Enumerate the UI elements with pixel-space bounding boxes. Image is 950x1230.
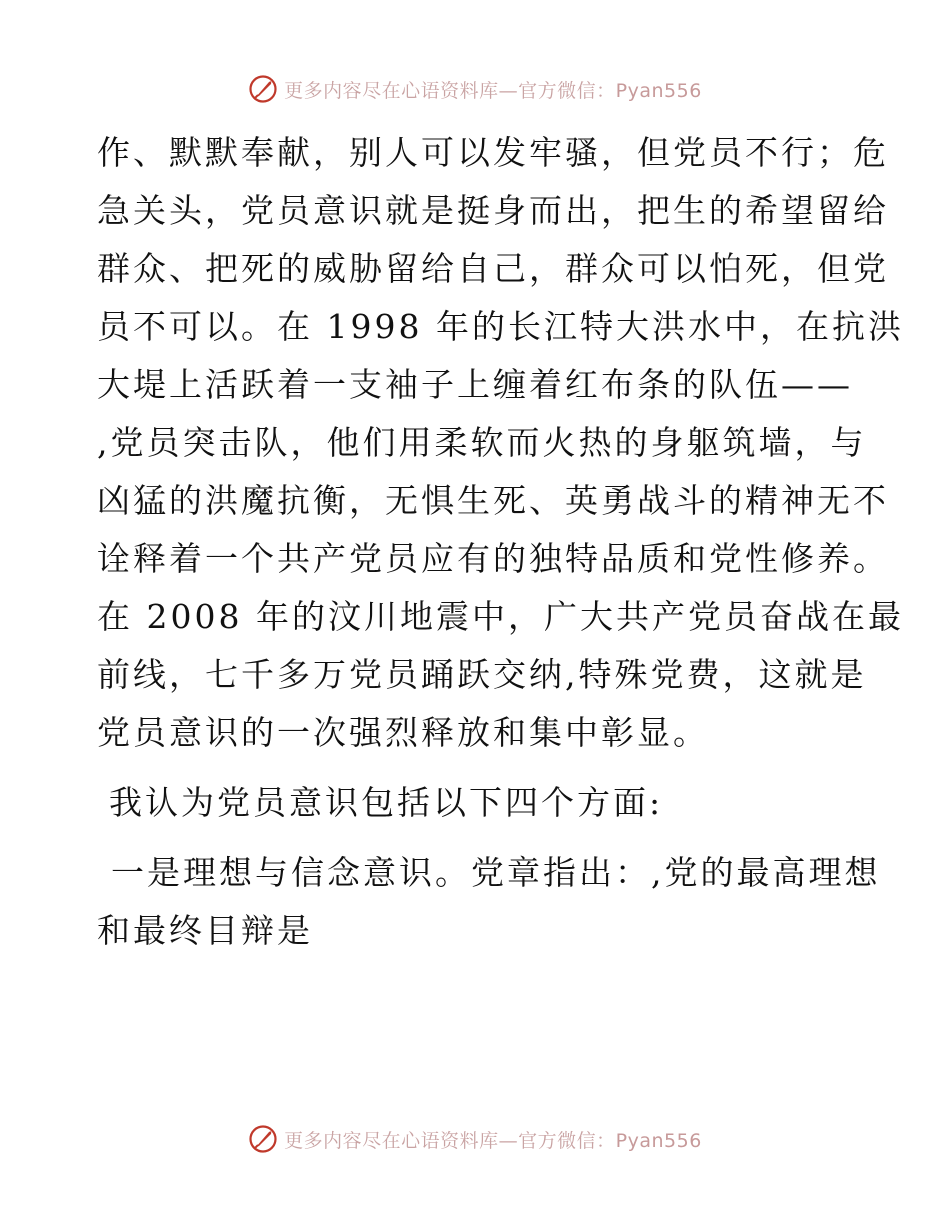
- watermark-wechat-id: Pyan556: [615, 1129, 702, 1152]
- document-body: [97, 124, 904, 960]
- text-line: 前线，七千多万党员踊跃交纳,特殊党费，这就是: [97, 655, 867, 694]
- text-line: 员不可以。在 1998 年的长江特大洪水中，在抗洪: [97, 307, 904, 346]
- text-line: 大堤上活跃着一支袖子上缠着红布条的队伍——: [97, 365, 853, 404]
- feather-pen-icon: [248, 1124, 278, 1154]
- watermark-header: [0, 74, 950, 104]
- text-line: 一是理想与信念意识。党章指出：,党的最高理想: [111, 853, 881, 892]
- text-line: 党员意识的一次强烈释放和集中彰显。: [97, 713, 709, 752]
- text-line: 在 2008 年的汶川地震中，广大共产党员奋战在最: [97, 597, 904, 636]
- watermark-text: 更多内容尽在心语资料库—官方微信：Pyan556: [284, 79, 702, 102]
- text-line: 和最终目辩是: [97, 911, 313, 950]
- text-line: 诠释着一个共产党员应有的独特品质和党性修养。: [97, 539, 889, 578]
- text-line: 我认为党员意识包括以下四个方面:: [109, 783, 664, 822]
- text-line: 凶猛的洪魔抗衡，无惧生死、英勇战斗的精神无不: [97, 481, 889, 520]
- watermark-wechat-id: Pyan556: [615, 79, 702, 102]
- text-line: 作、默默奉献，别人可以发牢骚，但党员不行；危: [97, 133, 889, 172]
- watermark-footer: [0, 1124, 950, 1154]
- text-line: 群众、把死的威胁留给自己，群众可以怕死，但党: [97, 249, 889, 288]
- text-line: 急关头，党员意识就是挺身而出，把生的希望留给: [97, 191, 889, 230]
- watermark-text: 更多内容尽在心语资料库—官方微信：Pyan556: [284, 1129, 702, 1152]
- feather-pen-icon: [248, 74, 278, 104]
- text-line: ,党员突击队，他们用柔软而火热的身躯筑墙，与: [97, 423, 867, 462]
